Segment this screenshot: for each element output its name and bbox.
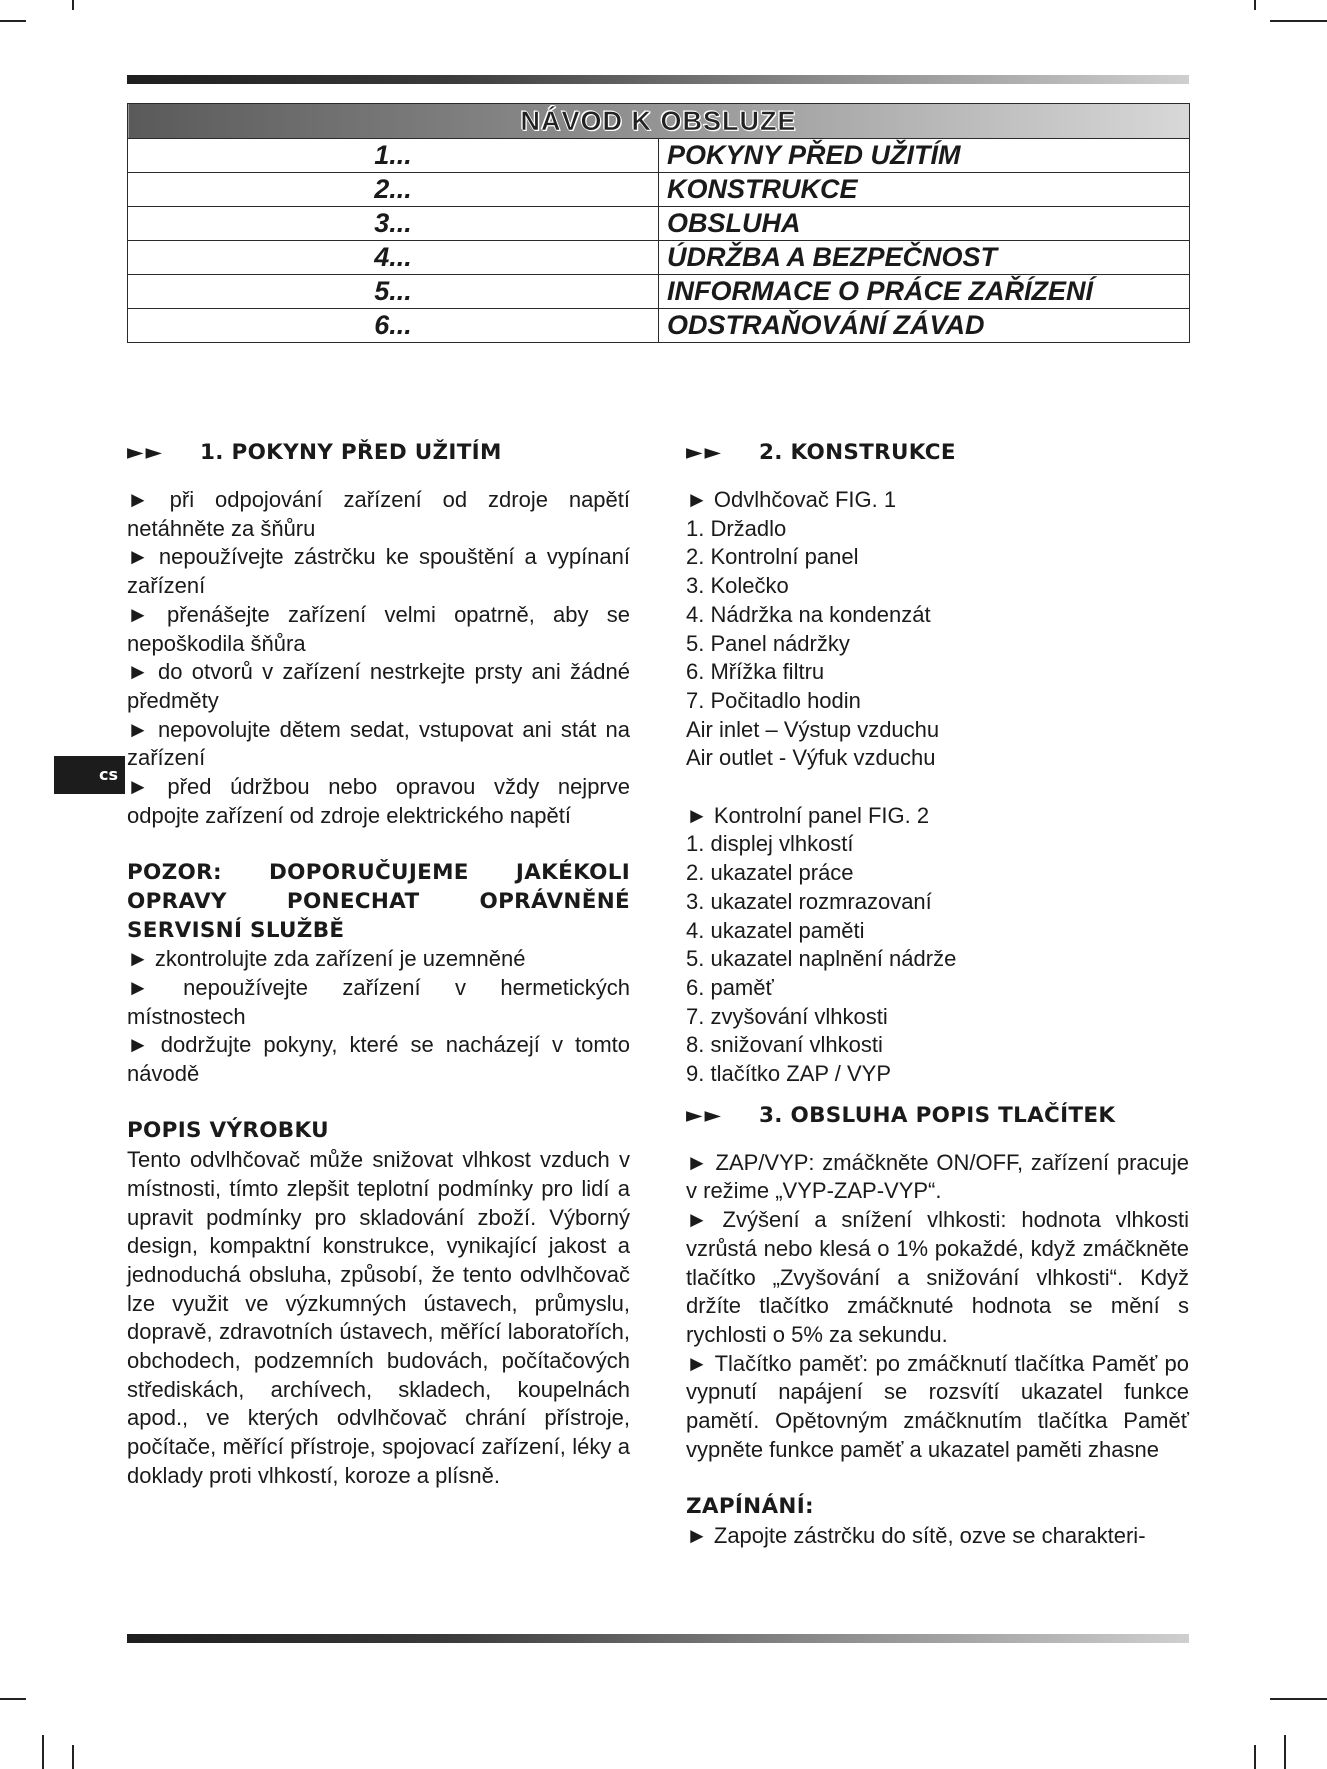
list-item: ► dodržujte pokyny, které se nacházejí v tomto návodě: [127, 1032, 630, 1087]
right-column: [686, 438, 1189, 1551]
list-item: ► nepoužívejte zástrčku ke spouštění a vypínaní zařízení: [127, 544, 630, 599]
toc-row: 6... ODSTRAŇOVÁNÍ ZÁVAD: [128, 309, 1190, 343]
toc-label: INFORMACE O PRÁCE ZAŘÍZENÍ: [659, 275, 1190, 309]
product-description: Tento odvlhčovač může snižovat vlhkost vzduch v místnosti, tímto zlepšit teplotní podmínky pro lidí a upravit podmínky pro skladování zboží. Výborný design, kompaktní konstrukce, vynikající jakost a jednoduchá obsluha, způsobí, že tento odvlhčovač lze využit ve výzkumných ústavech, průmyslu, dopravě, zdravotních ústavech, měřící laboratořích, obchodech, podzemních budovách, počítačových střediskách, archívech, skladech, koupelnách apod., ve kterých odvlhčovač chrání přístroje, počítače, měřící přístroje, spojovací zařízení, léky a doklady proti vlhkostí, koroze a plísně.: [127, 1147, 630, 1488]
list-item: ► ZAP/VYP: zmáčkněte ON/OFF, zařízení pracuje v režime „VYP-ZAP-VYP“.: [686, 1149, 1189, 1204]
list-item: 5. ukazatel naplnění nádrže: [686, 946, 957, 972]
table-of-contents: [127, 103, 1190, 343]
crop-mark: [1284, 1735, 1286, 1769]
list-item: ► při odpojování zařízení od zdroje napětí netáhněte za šňůru: [127, 487, 630, 541]
toc-row: 5... INFORMACE O PRÁCE ZAŘÍZENÍ: [128, 275, 1190, 309]
toc-label: ÚDRŽBA A BEZPEČNOST: [659, 241, 1190, 275]
list-item: 7. zvyšování vlhkosti: [686, 1003, 888, 1029]
crop-mark: [0, 1698, 26, 1700]
warning-heading: POZOR: DOPORUČUJEME JAKÉKOLI OPRAVY PONECHAT OPRÁVNĚNÉ SERVISNÍ SLUŽBĚ: [127, 860, 630, 943]
list-item: 6. Mřížka filtru: [686, 659, 825, 685]
crop-mark: [1270, 1698, 1327, 1700]
list-item: 1. Držadlo: [686, 515, 787, 541]
toc-label: ODSTRAŇOVÁNÍ ZÁVAD: [659, 309, 1190, 343]
list-item: 7. Počitadlo hodin: [686, 687, 861, 713]
double-arrow-icon: ►►: [127, 440, 165, 465]
list-item: 5. Panel nádržky: [686, 630, 850, 656]
toc-row: 1... POKYNY PŘED UŽITÍM: [128, 139, 1190, 173]
list-item: ► nepoužívejte zařízení v hermetických místnostech: [127, 974, 630, 1029]
language-tab: cs: [54, 756, 125, 794]
power-on-heading: ZAPÍNÁNÍ:: [686, 1494, 814, 1520]
list-item: 2. Kontrolní panel: [686, 544, 859, 570]
list-item: ► nepovolujte dětem sedat, vstupovat ani stát na zařízení: [127, 716, 630, 771]
crop-mark: [1270, 20, 1327, 22]
crop-mark: [0, 20, 26, 22]
list-item: Air inlet – Výstup vzduchu: [686, 716, 940, 742]
list-item: ► Kontrolní panel FIG. 2: [686, 802, 930, 828]
toc-row: 4... ÚDRŽBA A BEZPEČNOST: [128, 241, 1190, 275]
product-heading: POPIS VÝROBKU: [127, 1118, 329, 1144]
double-arrow-icon: ►►: [686, 440, 724, 465]
top-rule: [127, 75, 1189, 84]
crop-mark: [42, 1735, 44, 1769]
list-item: 2. ukazatel práce: [686, 860, 854, 886]
crop-mark: [1254, 0, 1256, 10]
list-item: 4. ukazatel paměti: [686, 917, 865, 943]
crop-mark: [1254, 1745, 1256, 1769]
list-item: Air outlet - Výfuk vzduchu: [686, 745, 936, 771]
list-item: 1. displej vlhkostí: [686, 831, 854, 857]
section-heading: ►► 2. KONSTRUKCE: [686, 438, 1189, 468]
list-item: ► Zapojte zástrčku do sítě, ozve se charakteri-: [686, 1522, 1146, 1548]
toc-label: POKYNY PŘED UŽITÍM: [659, 139, 1190, 173]
bottom-rule: [127, 1634, 1189, 1643]
left-column: [127, 438, 630, 1491]
list-item: 8. snižovaní vlhkosti: [686, 1032, 883, 1058]
crop-mark: [72, 1745, 74, 1769]
section-heading: ►► 3. OBSLUHA POPIS TLAČÍTEK: [686, 1101, 1189, 1131]
list-item: ► Zvýšení a snížení vlhkosti: hodnota vlhkosti vzrůstá nebo klesá o 1% pokaždé, když zmáčkněte tlačítko „Zvyšování a snižování vlhkosti“. Když držíte tlačítko zmáčknuté hodnota se mění s rychlosti o 5% za sekundu.: [686, 1207, 1189, 1347]
list-item: 9. tlačítko ZAP / VYP: [686, 1061, 892, 1087]
list-item: 6. paměť: [686, 974, 774, 1000]
toc-row: 3... OBSLUHA: [128, 207, 1190, 241]
toc-label: KONSTRUKCE: [659, 173, 1190, 207]
toc-title: NÁVOD K OBSLUZE: [128, 104, 1190, 139]
list-item: ► zkontrolujte zda zařízení je uzemněné: [127, 946, 526, 972]
crop-mark: [72, 0, 74, 10]
toc-label: OBSLUHA: [659, 207, 1190, 241]
double-arrow-icon: ►►: [686, 1102, 724, 1128]
toc-row: 2... KONSTRUKCE: [128, 173, 1190, 207]
list-item: ► Tlačítko paměť: po zmáčknutí tlačítka Paměť po vypnutí napájení se rozsvítí ukazatel funkce pamětí. Opětovným zmáčknutím tlačítka Paměť vypněte funkce paměť a ukazatel paměti zhasne: [686, 1350, 1189, 1462]
list-item: ► před údržbou nebo opravou vždy nejprve odpojte zařízení od zdroje elektrického napětí: [127, 774, 630, 828]
list-item: ► Odvlhčovač FIG. 1: [686, 487, 897, 512]
list-item: 3. Kolečko: [686, 573, 789, 599]
list-item: ► do otvorů v zařízení nestrkejte prsty ani žádné předměty: [127, 659, 630, 713]
list-item: ► přenášejte zařízení velmi opatrně, aby se nepoškodila šňůra: [127, 601, 630, 656]
section-heading: ►► 1. POKYNY PŘED UŽITÍM: [127, 438, 630, 468]
list-item: 4. Nádržka na kondenzát: [686, 601, 931, 627]
list-item: 3. ukazatel rozmrazovaní: [686, 888, 932, 914]
